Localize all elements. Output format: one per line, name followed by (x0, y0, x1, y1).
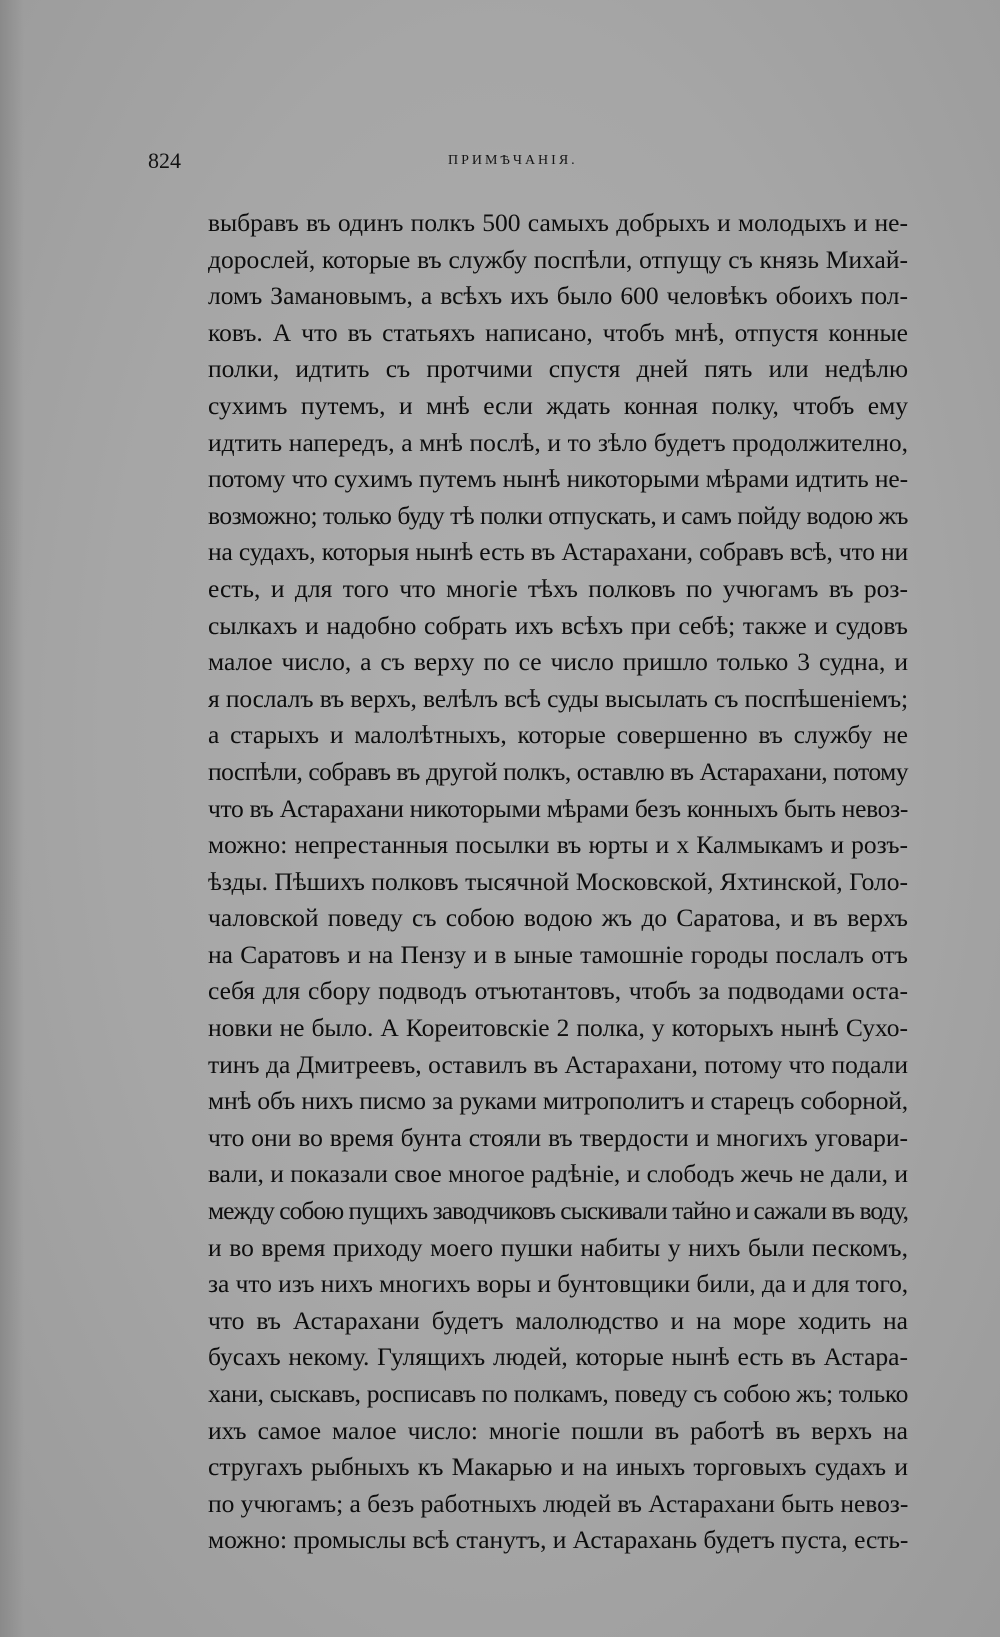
text-line: полки, идтить съ протчими спустя дней пять или недѣлю (208, 354, 908, 384)
text-line: есть, и для того что многіе тѣхъ полковъ по учюгамъ въ роз- (208, 573, 908, 603)
text-line: новки не было. А Кореитовскіе 2 полка, у которыхъ нынѣ Сухо- (208, 1013, 908, 1043)
text-line: возможно; только буду тѣ полки отпускать, и самъ пойду водою жъ (208, 500, 908, 530)
text-line: себя для сбору подводъ отъютантовъ, чтобъ за подводами оста- (208, 976, 908, 1006)
text-line: выбравъ въ одинъ полкъ 500 самыхъ добрыхъ и молодыхъ и не- (208, 208, 908, 237)
text-line: ломъ Замановымъ, а всѣхъ ихъ было 600 человѣкъ обоихъ пол- (208, 281, 908, 311)
text-line: что въ Астарахани никоторыми мѣрами безъ конныхъ быть невоз- (208, 793, 909, 823)
text-line: чаловской поведу съ собою водою жъ до Саратова, и въ верхъ (208, 903, 908, 933)
text-line: по учюгамъ; а безъ работныхъ людей въ Астарахани быть невоз- (208, 1488, 909, 1518)
text-line: на Саратовъ и на Пензу и в ыные тамошніе городы послалъ отъ (208, 939, 908, 969)
text-line: ихъ самое малое число: многіе пошли въ работѣ въ верхъ на (208, 1415, 908, 1445)
text-line: что они во время бунта стояли въ твердости и многихъ уговари- (208, 1122, 908, 1152)
text-line: стругахъ рыбныхъ къ Макарью и на иныхъ торговыхъ судахъ и (208, 1452, 908, 1482)
text-line: можно: промыслы всѣ станутъ, и Астарахань будетъ пуста, есть- (208, 1525, 909, 1555)
text-line: за что изъ нихъ многихъ воры и бунтовщики били, да и для того, (208, 1269, 909, 1299)
text-line: ковъ. А что въ статьяхъ написано, чтобъ мнѣ, отпустя конные (208, 317, 908, 347)
text-line: и во время приходу моего пушки набиты у нихъ были пескомъ, (208, 1232, 908, 1262)
text-line: сылкахъ и надобно собрать ихъ всѣхъ при себѣ; также и судовъ (208, 610, 908, 640)
text-line: ѣзды. Пѣшихъ полковъ тысячной Московской, Яхтинской, Голо- (208, 866, 908, 896)
page-number: 824 (148, 148, 181, 173)
text-line: между собою пущихъ заводчиковъ сыскивали тайно и сажали въ воду, (208, 1196, 908, 1226)
running-head: ПРИМѢЧАНІЯ. (448, 153, 578, 168)
text-line: вали, и показали свое многое радѣніе, и слободъ жечь не дали, и (208, 1159, 908, 1189)
text-line: идтить напередъ, а мнѣ послѣ, и то зѣло будетъ продолжително, (208, 427, 908, 457)
text-line: я послалъ въ верхъ, велѣлъ всѣ суды высылать съ поспѣшеніемъ; (208, 683, 908, 713)
text-line: хани, сыскавъ, росписавъ по полкамъ, поведу съ собою жъ; только (208, 1379, 908, 1408)
text-line: потому что сухимъ путемъ нынѣ никоторыми мѣрами идтить не- (208, 464, 908, 494)
text-line: что въ Астарахани будетъ малолюдство и на море ходить на (208, 1305, 908, 1335)
text-line: а старыхъ и малолѣтныхъ, которые совершенно въ службу не (208, 720, 908, 750)
text-line: дорослей, которые въ службу поспѣли, отпущу съ князь Михай- (208, 244, 908, 274)
text-line: сухимъ путемъ, и мнѣ если ждать конная полку, чтобъ ему (208, 390, 908, 420)
text-line: тинъ да Дмитреевъ, оставилъ въ Астарахани, потому что подали (208, 1049, 908, 1079)
text-line: бусахъ некому. Гулящихъ людей, которые нынѣ есть въ Астара- (208, 1342, 908, 1372)
text-line: можно: непрестанныя посылки въ юрты и х Калмыкамъ и розъ- (208, 830, 908, 860)
text-line: поспѣли, собравъ въ другой полкъ, оставлю въ Астарахани, потому (208, 756, 908, 786)
page-gutter-shadow (0, 0, 24, 1637)
body-text (208, 205, 908, 1559)
page-header (148, 148, 908, 178)
text-line: на судахъ, которыя нынѣ есть въ Астарахани, собравъ всѣ, что ни (208, 537, 908, 567)
text-line: мнѣ объ нихъ писмо за руками митрополитъ и старецъ соборной, (208, 1086, 908, 1116)
text-line: малое число, а съ верху по се число пришло только 3 судна, и (208, 647, 908, 677)
